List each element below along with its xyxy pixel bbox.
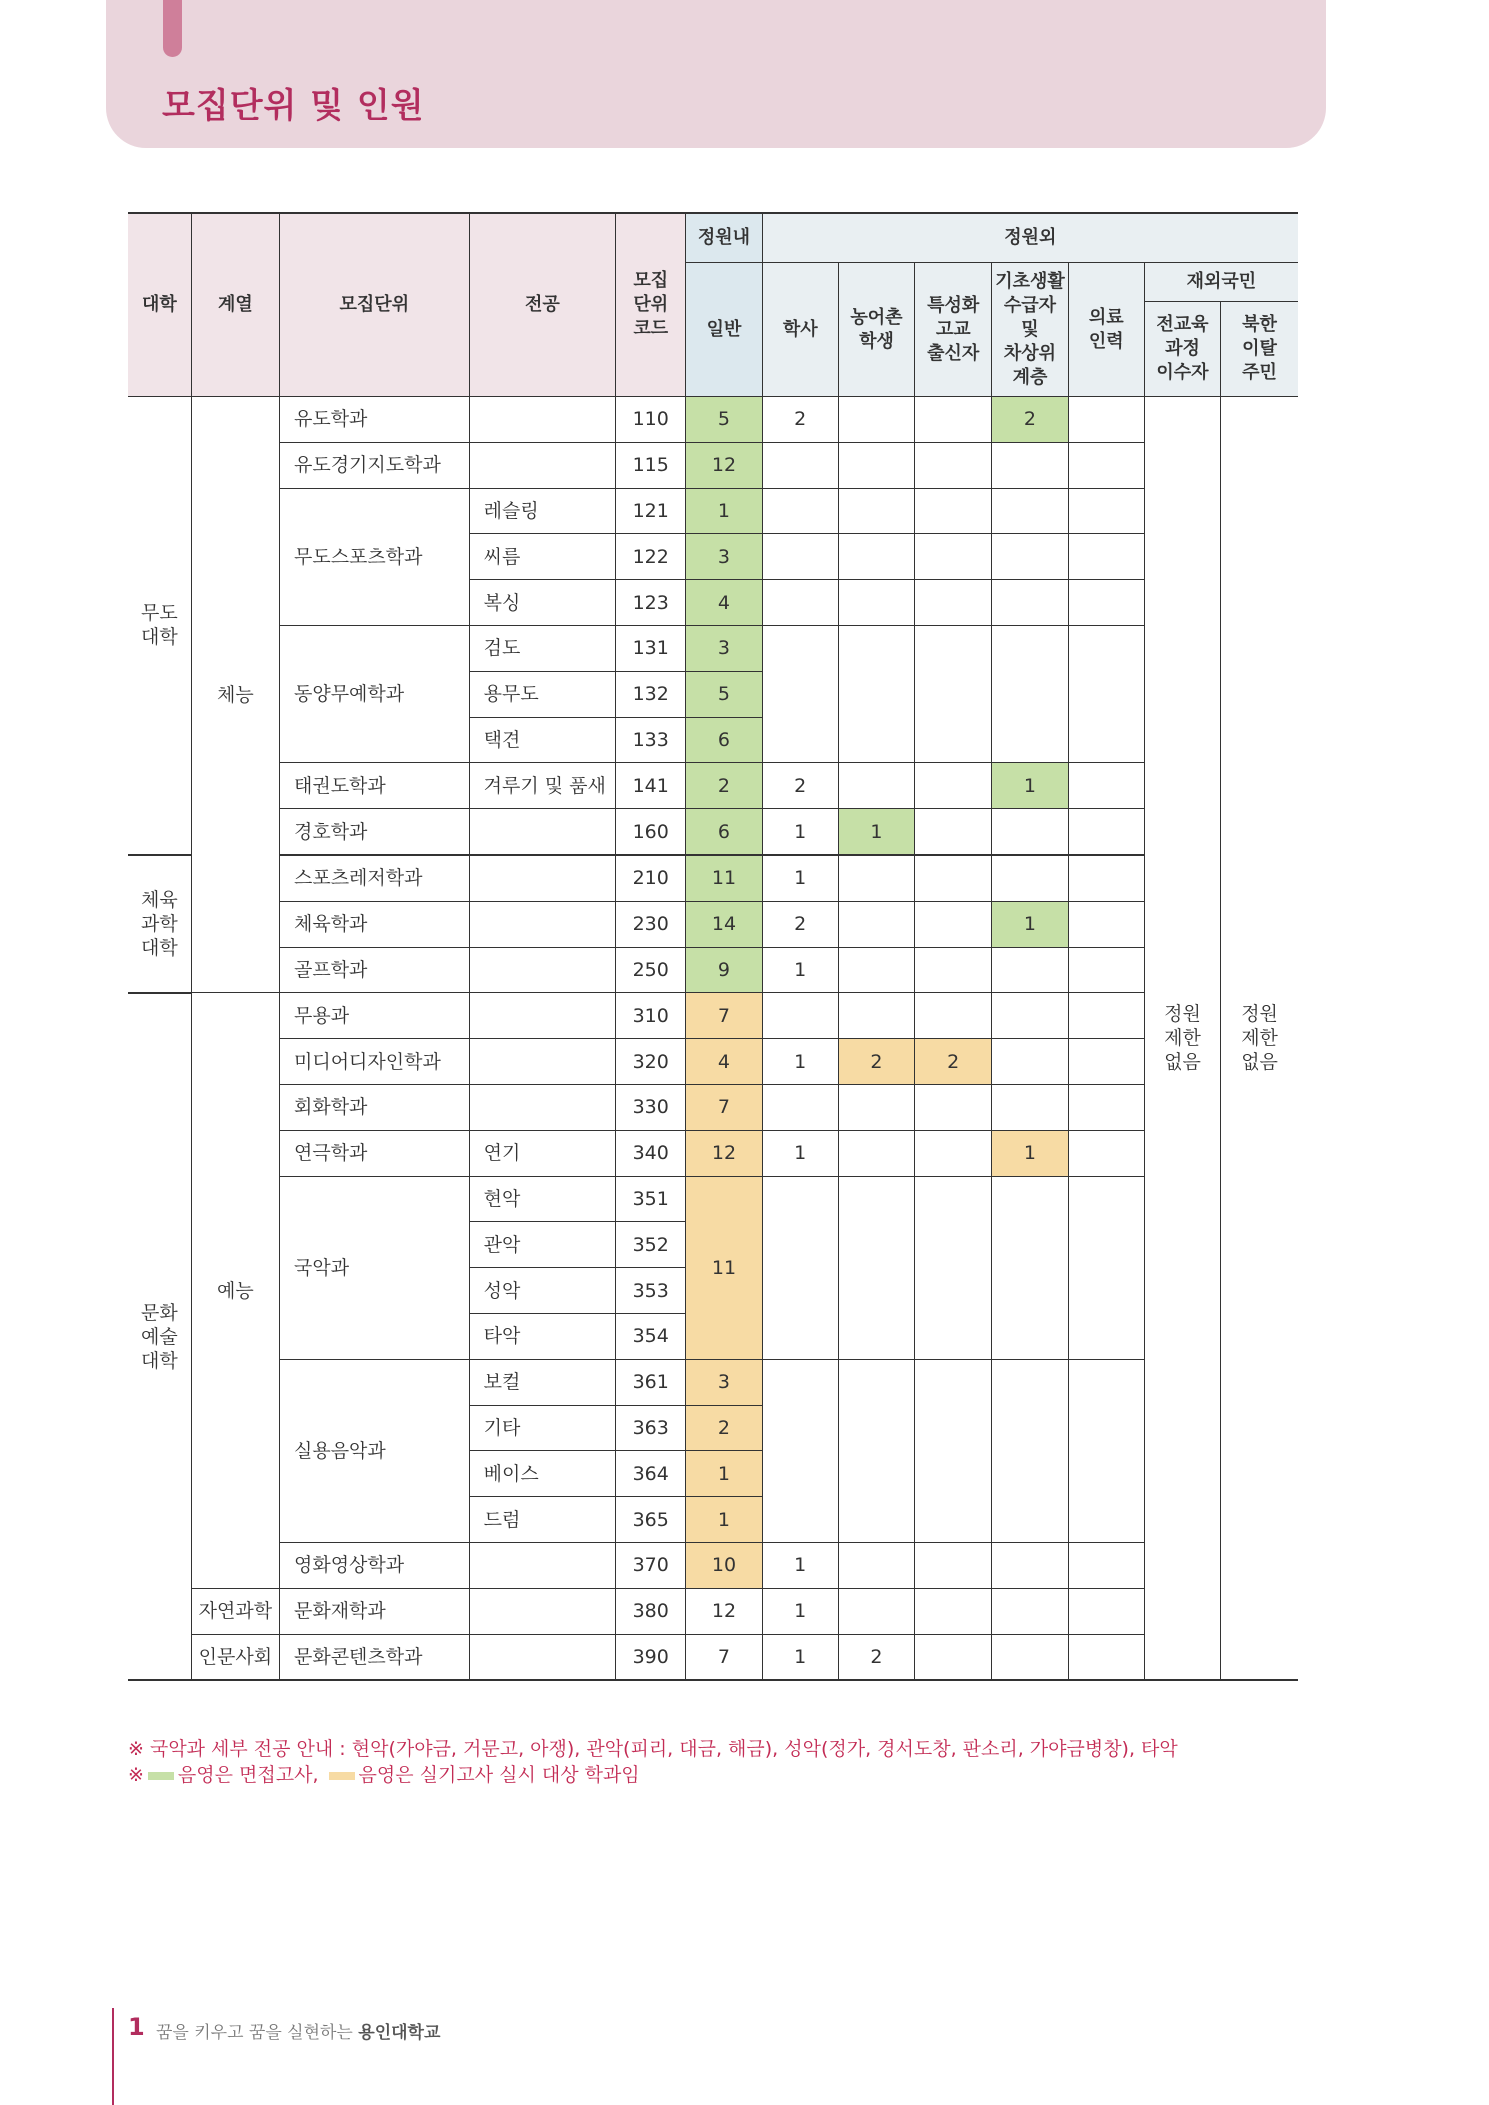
defector-cell: 정원 제한 없음 (1221, 397, 1298, 1681)
footer-divider (112, 2008, 114, 2105)
special-cell (915, 855, 992, 901)
rural-cell (838, 1588, 914, 1634)
field-cell: 자연과학 (191, 1588, 279, 1634)
major-cell: 보컬 (469, 1359, 615, 1405)
general-cell: 3 (686, 625, 762, 671)
major-cell: 베이스 (469, 1451, 615, 1497)
rural-cell (838, 625, 914, 762)
page-title: 모집단위 및 인원 (162, 86, 425, 126)
general-cell: 11 (686, 855, 762, 901)
header-rural: 농어촌 학생 (838, 263, 914, 397)
bachelor-cell: 1 (762, 809, 838, 855)
medical-cell (1068, 397, 1144, 443)
code-cell: 353 (616, 1268, 686, 1314)
general-cell: 9 (686, 947, 762, 993)
medical-cell (1068, 534, 1144, 580)
rural-cell (838, 397, 914, 443)
header-college: 대학 (128, 213, 191, 397)
major-cell (469, 1588, 615, 1634)
unit-cell: 동양무예학과 (280, 625, 470, 762)
medical-cell (1068, 488, 1144, 534)
special-cell (915, 901, 992, 947)
bachelor-cell: 1 (762, 855, 838, 901)
college-cell: 체육 과학 대학 (128, 855, 191, 993)
medical-cell (1068, 947, 1144, 993)
special-cell (915, 1359, 992, 1542)
general-cell: 1 (686, 488, 762, 534)
low-income-cell (992, 809, 1068, 855)
table-row (128, 397, 1298, 443)
code-cell: 380 (616, 1588, 686, 1634)
code-cell: 250 (616, 947, 686, 993)
green-swatch-icon (148, 1772, 174, 1780)
code-cell: 210 (616, 855, 686, 901)
code-cell: 361 (616, 1359, 686, 1405)
code-cell: 370 (616, 1542, 686, 1588)
bachelor-cell (762, 442, 838, 488)
special-cell (915, 1130, 992, 1176)
major-cell: 용무도 (469, 671, 615, 717)
rural-cell (838, 855, 914, 901)
major-cell (469, 855, 615, 901)
code-cell: 365 (616, 1497, 686, 1543)
special-cell (915, 580, 992, 626)
footer-text: 꿈을 키우고 꿈을 실현하는 (156, 2023, 359, 2043)
major-cell (469, 901, 615, 947)
special-cell (915, 809, 992, 855)
medical-cell (1068, 442, 1144, 488)
code-cell: 320 (616, 1039, 686, 1085)
rural-cell (838, 901, 914, 947)
note-gugak-majors: ※ 국악과 세부 전공 안내 : 현악(가야금, 거문고, 아쟁), 관악(피리, 대금, 해금), 성악(정가, 경서도창, 판소리, 가야금병창), 타악 (128, 1738, 1178, 1760)
header-bachelor: 학사 (762, 263, 838, 397)
college-cell: 문화 예술 대학 (128, 993, 191, 1680)
bachelor-cell: 2 (762, 901, 838, 947)
code-cell: 115 (616, 442, 686, 488)
code-cell: 131 (616, 625, 686, 671)
major-cell (469, 993, 615, 1039)
rural-cell (838, 947, 914, 993)
medical-cell (1068, 809, 1144, 855)
note-yellow-label: 음영은 실기고사 실시 대상 학과임 (358, 1764, 640, 1786)
special-cell (915, 488, 992, 534)
rural-cell (838, 1084, 914, 1130)
table-row (128, 1542, 1298, 1588)
general-cell: 3 (686, 1359, 762, 1405)
major-cell (469, 809, 615, 855)
general-cell: 1 (686, 1497, 762, 1543)
low-income-cell: 1 (992, 763, 1068, 809)
bachelor-cell (762, 625, 838, 762)
note-shading-legend (128, 1762, 1178, 1788)
header-field: 계열 (191, 213, 279, 397)
medical-cell (1068, 855, 1144, 901)
low-income-cell (992, 1039, 1068, 1085)
table-row (128, 947, 1298, 993)
bachelor-cell: 2 (762, 397, 838, 443)
header-low-income: 기초생활 수급자 및 차상위 계층 (992, 263, 1068, 397)
table-row (128, 1634, 1298, 1680)
major-cell: 택견 (469, 717, 615, 763)
footer-slogan (156, 2018, 440, 2043)
college-cell: 무도 대학 (128, 397, 191, 855)
unit-cell: 스포츠레저학과 (280, 855, 470, 901)
unit-cell: 회화학과 (280, 1084, 470, 1130)
unit-cell: 유도경기지도학과 (280, 442, 470, 488)
special-cell (915, 625, 992, 762)
low-income-cell (992, 993, 1068, 1039)
bachelor-cell (762, 1084, 838, 1130)
bachelor-cell: 1 (762, 1634, 838, 1680)
header-unit: 모집단위 (280, 213, 470, 397)
header-defector: 북한 이탈 주민 (1221, 302, 1298, 397)
medical-cell (1068, 1176, 1144, 1359)
page-number: 1 (128, 2013, 145, 2041)
major-cell: 복싱 (469, 580, 615, 626)
special-cell (915, 993, 992, 1039)
low-income-cell: 1 (992, 1130, 1068, 1176)
code-cell: 330 (616, 1084, 686, 1130)
table-row (128, 1039, 1298, 1085)
unit-cell: 태권도학과 (280, 763, 470, 809)
bachelor-cell: 1 (762, 1542, 838, 1588)
special-cell (915, 1542, 992, 1588)
medical-cell (1068, 1359, 1144, 1542)
general-cell: 5 (686, 397, 762, 443)
code-cell: 122 (616, 534, 686, 580)
admission-table (128, 212, 1298, 1681)
low-income-cell (992, 947, 1068, 993)
bachelor-cell: 1 (762, 1130, 838, 1176)
medical-cell (1068, 1634, 1144, 1680)
table-row (128, 1359, 1298, 1405)
rural-cell (838, 1176, 914, 1359)
low-income-cell: 2 (992, 397, 1068, 443)
medical-cell (1068, 1542, 1144, 1588)
unit-cell: 경호학과 (280, 809, 470, 855)
major-cell (469, 1084, 615, 1130)
unit-cell: 체육학과 (280, 901, 470, 947)
field-cell: 인문사회 (191, 1634, 279, 1680)
header-tab-accent (163, 0, 182, 57)
general-cell: 10 (686, 1542, 762, 1588)
major-cell (469, 397, 615, 443)
special-cell (915, 1588, 992, 1634)
major-cell: 검도 (469, 625, 615, 671)
major-cell: 겨루기 및 품새 (469, 763, 615, 809)
bachelor-cell: 1 (762, 1588, 838, 1634)
unit-cell: 미디어디자인학과 (280, 1039, 470, 1085)
major-cell: 성악 (469, 1268, 615, 1314)
table-row (128, 1176, 1298, 1222)
unit-cell: 무도스포츠학과 (280, 488, 470, 625)
special-cell (915, 1634, 992, 1680)
rural-cell (838, 442, 914, 488)
header-overseas-full: 전교육 과정 이수자 (1144, 302, 1220, 397)
general-cell: 12 (686, 1588, 762, 1634)
general-cell: 11 (686, 1176, 762, 1359)
major-cell: 현악 (469, 1176, 615, 1222)
unit-cell: 골프학과 (280, 947, 470, 993)
special-cell (915, 397, 992, 443)
general-cell: 4 (686, 580, 762, 626)
bachelor-cell (762, 993, 838, 1039)
low-income-cell (992, 1084, 1068, 1130)
unit-cell: 연극학과 (280, 1130, 470, 1176)
special-cell (915, 442, 992, 488)
major-cell (469, 947, 615, 993)
rural-cell (838, 993, 914, 1039)
medical-cell (1068, 993, 1144, 1039)
bachelor-cell: 1 (762, 947, 838, 993)
general-cell: 1 (686, 1451, 762, 1497)
rural-cell: 2 (838, 1634, 914, 1680)
unit-cell: 문화재학과 (280, 1588, 470, 1634)
low-income-cell (992, 580, 1068, 626)
unit-cell: 무용과 (280, 993, 470, 1039)
table-row (128, 625, 1298, 671)
rural-cell (838, 1130, 914, 1176)
table-row (128, 993, 1298, 1039)
general-cell: 6 (686, 717, 762, 763)
special-cell (915, 763, 992, 809)
code-cell: 354 (616, 1313, 686, 1359)
code-cell: 352 (616, 1222, 686, 1268)
code-cell: 121 (616, 488, 686, 534)
unit-cell: 유도학과 (280, 397, 470, 443)
general-cell: 6 (686, 809, 762, 855)
header-major: 전공 (469, 213, 615, 397)
table-row (128, 809, 1298, 855)
special-cell: 2 (915, 1039, 992, 1085)
yellow-swatch-icon (329, 1772, 355, 1780)
special-cell (915, 1176, 992, 1359)
code-cell: 132 (616, 671, 686, 717)
general-cell: 3 (686, 534, 762, 580)
unit-cell: 실용음악과 (280, 1359, 470, 1542)
general-cell: 4 (686, 1039, 762, 1085)
low-income-cell (992, 855, 1068, 901)
low-income-cell (992, 1542, 1068, 1588)
code-cell: 364 (616, 1451, 686, 1497)
code-cell: 310 (616, 993, 686, 1039)
rural-cell: 1 (838, 809, 914, 855)
code-cell: 230 (616, 901, 686, 947)
medical-cell (1068, 901, 1144, 947)
note-green-label: 음영은 면접고사, (177, 1764, 319, 1786)
table-row (128, 1588, 1298, 1634)
special-cell (915, 1084, 992, 1130)
low-income-cell (992, 534, 1068, 580)
bachelor-cell (762, 534, 838, 580)
field-cell: 예능 (191, 993, 279, 1588)
low-income-cell: 1 (992, 901, 1068, 947)
general-cell: 12 (686, 1130, 762, 1176)
header-medical: 의료 인력 (1068, 263, 1144, 397)
code-cell: 110 (616, 397, 686, 443)
special-cell (915, 947, 992, 993)
rural-cell (838, 534, 914, 580)
field-cell: 체능 (191, 397, 279, 993)
low-income-cell (992, 625, 1068, 762)
major-cell: 씨름 (469, 534, 615, 580)
bachelor-cell (762, 488, 838, 534)
footer-brand: 용인대학교 (358, 2023, 441, 2043)
table-row (128, 763, 1298, 809)
code-cell: 390 (616, 1634, 686, 1680)
code-cell: 123 (616, 580, 686, 626)
rural-cell (838, 763, 914, 809)
rural-cell (838, 580, 914, 626)
medical-cell (1068, 1130, 1144, 1176)
medical-cell (1068, 763, 1144, 809)
code-cell: 340 (616, 1130, 686, 1176)
code-cell: 160 (616, 809, 686, 855)
table-row (128, 855, 1298, 901)
major-cell (469, 1634, 615, 1680)
major-cell (469, 442, 615, 488)
header-out-quota: 정원외 (762, 213, 1298, 263)
unit-cell: 문화콘텐츠학과 (280, 1634, 470, 1680)
table-row (128, 488, 1298, 534)
header-in-quota: 정원내 (686, 213, 762, 263)
code-cell: 133 (616, 717, 686, 763)
header-general: 일반 (686, 263, 762, 397)
bachelor-cell: 1 (762, 1039, 838, 1085)
overseas-full-cell: 정원 제한 없음 (1144, 397, 1220, 1681)
medical-cell (1068, 1588, 1144, 1634)
general-cell: 12 (686, 442, 762, 488)
general-cell: 7 (686, 1634, 762, 1680)
rural-cell (838, 1359, 914, 1542)
major-cell: 기타 (469, 1405, 615, 1451)
major-cell (469, 1542, 615, 1588)
bachelor-cell: 2 (762, 763, 838, 809)
header-overseas: 재외국민 (1144, 263, 1298, 302)
major-cell: 연기 (469, 1130, 615, 1176)
medical-cell (1068, 580, 1144, 626)
low-income-cell (992, 1359, 1068, 1542)
rural-cell (838, 488, 914, 534)
general-cell: 7 (686, 993, 762, 1039)
major-cell: 드럼 (469, 1497, 615, 1543)
general-cell: 5 (686, 671, 762, 717)
major-cell: 타악 (469, 1313, 615, 1359)
general-cell: 2 (686, 1405, 762, 1451)
low-income-cell (992, 488, 1068, 534)
low-income-cell (992, 1634, 1068, 1680)
code-cell: 351 (616, 1176, 686, 1222)
rural-cell: 2 (838, 1039, 914, 1085)
medical-cell (1068, 625, 1144, 762)
general-cell: 14 (686, 901, 762, 947)
bachelor-cell (762, 580, 838, 626)
notes (128, 1736, 1178, 1788)
header-special-hs: 특성화 고교 출신자 (915, 263, 992, 397)
table-row (128, 1130, 1298, 1176)
special-cell (915, 534, 992, 580)
unit-cell: 국악과 (280, 1176, 470, 1359)
major-cell (469, 1039, 615, 1085)
medical-cell (1068, 1039, 1144, 1085)
table-row (128, 901, 1298, 947)
bachelor-cell (762, 1176, 838, 1359)
general-cell: 2 (686, 763, 762, 809)
bachelor-cell (762, 1359, 838, 1542)
major-cell: 레슬링 (469, 488, 615, 534)
low-income-cell (992, 442, 1068, 488)
note-marker: ※ (128, 1764, 144, 1786)
header-code: 모집 단위 코드 (616, 213, 686, 397)
code-cell: 141 (616, 763, 686, 809)
table-row (128, 1084, 1298, 1130)
unit-cell: 영화영상학과 (280, 1542, 470, 1588)
code-cell: 363 (616, 1405, 686, 1451)
major-cell: 관악 (469, 1222, 615, 1268)
rural-cell (838, 1542, 914, 1588)
table-row (128, 442, 1298, 488)
general-cell: 7 (686, 1084, 762, 1130)
low-income-cell (992, 1176, 1068, 1359)
low-income-cell (992, 1588, 1068, 1634)
medical-cell (1068, 1084, 1144, 1130)
